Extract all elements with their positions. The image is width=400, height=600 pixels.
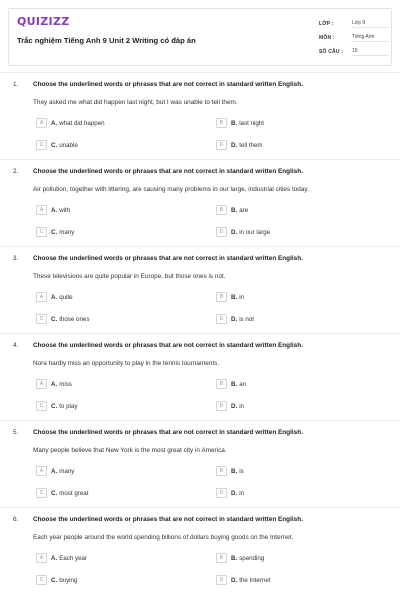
option-text: in xyxy=(239,293,245,301)
answer-option[interactable] xyxy=(36,227,74,237)
option-letter: D. xyxy=(231,228,238,236)
answer-option[interactable] xyxy=(216,466,244,476)
answer-option[interactable] xyxy=(216,205,248,215)
option-text: many xyxy=(59,467,75,475)
question-number: 5. xyxy=(13,429,19,436)
option-checkbox[interactable]: B xyxy=(216,205,227,215)
option-checkbox[interactable]: B xyxy=(216,553,227,563)
meta-value: Tiếng Anh xyxy=(352,34,389,42)
question-sentence: Many people believe that New York is the most great city in America. xyxy=(33,447,227,454)
option-letter: D. xyxy=(231,315,238,323)
option-checkbox[interactable]: C xyxy=(36,575,47,585)
page-title: Trắc nghiệm Tiếng Anh 9 Unit 2 Writing có đáp án xyxy=(17,36,196,45)
option-text: with xyxy=(59,206,71,214)
answer-option[interactable] xyxy=(36,140,78,150)
option-checkbox[interactable]: B xyxy=(216,118,227,128)
answer-option[interactable] xyxy=(216,140,263,150)
meta-label: SỐ CÂU : xyxy=(319,49,344,55)
question-prompt: Choose the underlined words or phrases that are not correct in standard written English. xyxy=(33,255,303,262)
option-text: to play xyxy=(59,402,78,410)
option-letter: A. xyxy=(51,380,58,388)
option-text: tell them xyxy=(239,141,263,149)
answer-option[interactable] xyxy=(36,292,73,302)
answer-option[interactable] xyxy=(36,205,70,215)
answer-option[interactable] xyxy=(36,466,74,476)
option-letter: A. xyxy=(51,554,58,562)
option-checkbox[interactable]: C xyxy=(36,314,47,324)
answer-option[interactable] xyxy=(36,488,88,498)
meta-label: LỚP : xyxy=(319,21,334,27)
option-letter: B. xyxy=(231,119,238,127)
option-checkbox[interactable]: C xyxy=(36,488,47,498)
answer-option[interactable] xyxy=(216,292,244,302)
answer-option[interactable] xyxy=(216,488,244,498)
answer-option[interactable] xyxy=(36,379,72,389)
option-checkbox[interactable]: D xyxy=(216,227,227,237)
option-checkbox[interactable]: A xyxy=(36,466,47,476)
option-checkbox[interactable]: A xyxy=(36,292,47,302)
meta-label: MÔN : xyxy=(319,35,335,41)
option-checkbox[interactable]: B xyxy=(216,292,227,302)
answer-option[interactable] xyxy=(216,553,264,563)
worksheet-header xyxy=(8,8,392,66)
option-letter: C. xyxy=(51,402,58,410)
answer-option[interactable] xyxy=(216,575,271,585)
question-prompt: Choose the underlined words or phrases that are not correct in standard written English. xyxy=(33,516,303,523)
option-letter: C. xyxy=(51,576,58,584)
meta-row-grade xyxy=(319,17,389,31)
question-item xyxy=(0,420,400,507)
option-text: in xyxy=(239,402,245,410)
option-checkbox[interactable]: A xyxy=(36,205,47,215)
option-letter: C. xyxy=(51,489,58,497)
option-letter: A. xyxy=(51,293,58,301)
meta-table xyxy=(319,17,389,59)
quizizz-logo: QUIZIZZ xyxy=(17,15,70,28)
option-letter: B. xyxy=(231,380,238,388)
answer-option[interactable] xyxy=(36,575,77,585)
option-text: spending xyxy=(239,554,265,562)
option-checkbox[interactable]: B xyxy=(216,379,227,389)
option-checkbox[interactable]: A xyxy=(36,379,47,389)
answer-option[interactable] xyxy=(36,401,77,411)
answer-option[interactable] xyxy=(216,379,246,389)
option-text: is not xyxy=(239,315,254,323)
option-checkbox[interactable]: C xyxy=(36,227,47,237)
option-text: quite xyxy=(59,293,73,301)
question-number: 3. xyxy=(13,255,19,262)
option-checkbox[interactable]: B xyxy=(216,466,227,476)
answer-option[interactable] xyxy=(36,118,105,128)
question-number: 2. xyxy=(13,168,19,175)
question-item xyxy=(0,72,400,159)
option-text: those ones xyxy=(59,315,90,323)
option-checkbox[interactable]: D xyxy=(216,488,227,498)
answer-option[interactable] xyxy=(216,227,270,237)
option-text: most great xyxy=(59,489,89,497)
question-prompt: Choose the underlined words or phrases that are not correct in standard written English. xyxy=(33,168,303,175)
question-item xyxy=(0,246,400,333)
answer-option[interactable] xyxy=(36,553,87,563)
meta-row-count xyxy=(319,45,389,59)
option-text: Each year xyxy=(59,554,88,562)
question-sentence: They asked me what did happen last night, but I was unable to tell them. xyxy=(33,99,238,106)
option-letter: B. xyxy=(231,554,238,562)
question-prompt: Choose the underlined words or phrases that are not correct in standard written English. xyxy=(33,429,303,436)
option-text: are xyxy=(239,206,249,214)
question-sentence: Each year people around the world spending billions of dollars buying goods on the Internet. xyxy=(33,534,294,541)
option-text: unable xyxy=(59,141,78,149)
question-number: 6. xyxy=(13,516,19,523)
option-checkbox[interactable]: C xyxy=(36,401,47,411)
question-item xyxy=(0,159,400,246)
option-text: what did happen xyxy=(59,119,105,127)
meta-value: Lớp 9 xyxy=(352,20,389,28)
question-sentence: Nora hardly miss an opportunity to play in the tennis tournaments. xyxy=(33,360,220,367)
option-letter: A. xyxy=(51,206,58,214)
option-letter: B. xyxy=(231,293,238,301)
meta-value: 15 xyxy=(352,48,389,56)
option-text: the Internet xyxy=(239,576,271,584)
option-text: in xyxy=(239,489,245,497)
option-letter: C. xyxy=(51,228,58,236)
question-number: 4. xyxy=(13,342,19,349)
option-checkbox[interactable]: D xyxy=(216,314,227,324)
question-prompt: Choose the underlined words or phrases that are not correct in standard written English. xyxy=(33,342,303,349)
option-letter: C. xyxy=(51,141,58,149)
option-letter: D. xyxy=(231,402,238,410)
question-sentence: These televisions are quite popular in Europe, but those ones is not. xyxy=(33,273,226,280)
option-letter: D. xyxy=(231,576,238,584)
option-letter: B. xyxy=(231,206,238,214)
option-letter: D. xyxy=(231,141,238,149)
option-text: many xyxy=(59,228,75,236)
question-number: 1. xyxy=(13,81,19,88)
option-letter: B. xyxy=(231,467,238,475)
option-checkbox[interactable]: A xyxy=(36,553,47,563)
option-checkbox[interactable]: D xyxy=(216,401,227,411)
answer-option[interactable] xyxy=(216,401,244,411)
option-letter: C. xyxy=(51,315,58,323)
option-text: in our large xyxy=(239,228,271,236)
question-list xyxy=(0,72,400,594)
option-checkbox[interactable]: D xyxy=(216,140,227,150)
option-text: is xyxy=(239,467,244,475)
answer-option[interactable] xyxy=(216,314,254,324)
answer-option[interactable] xyxy=(216,118,264,128)
option-checkbox[interactable]: D xyxy=(216,575,227,585)
option-text: miss xyxy=(59,380,72,388)
option-checkbox[interactable]: C xyxy=(36,140,47,150)
option-text: buying xyxy=(59,576,78,584)
meta-row-subject xyxy=(319,31,389,45)
option-letter: A. xyxy=(51,467,58,475)
option-checkbox[interactable]: A xyxy=(36,118,47,128)
option-letter: D. xyxy=(231,489,238,497)
question-item xyxy=(0,333,400,420)
option-letter: A. xyxy=(51,119,58,127)
answer-option[interactable] xyxy=(36,314,89,324)
option-text: last night xyxy=(239,119,264,127)
question-sentence: Air pollution, together with littering, are causing many problems in our large, industrial cities today. xyxy=(33,186,309,193)
option-text: an xyxy=(239,380,247,388)
question-item xyxy=(0,507,400,594)
question-prompt: Choose the underlined words or phrases that are not correct in standard written English. xyxy=(33,81,303,88)
